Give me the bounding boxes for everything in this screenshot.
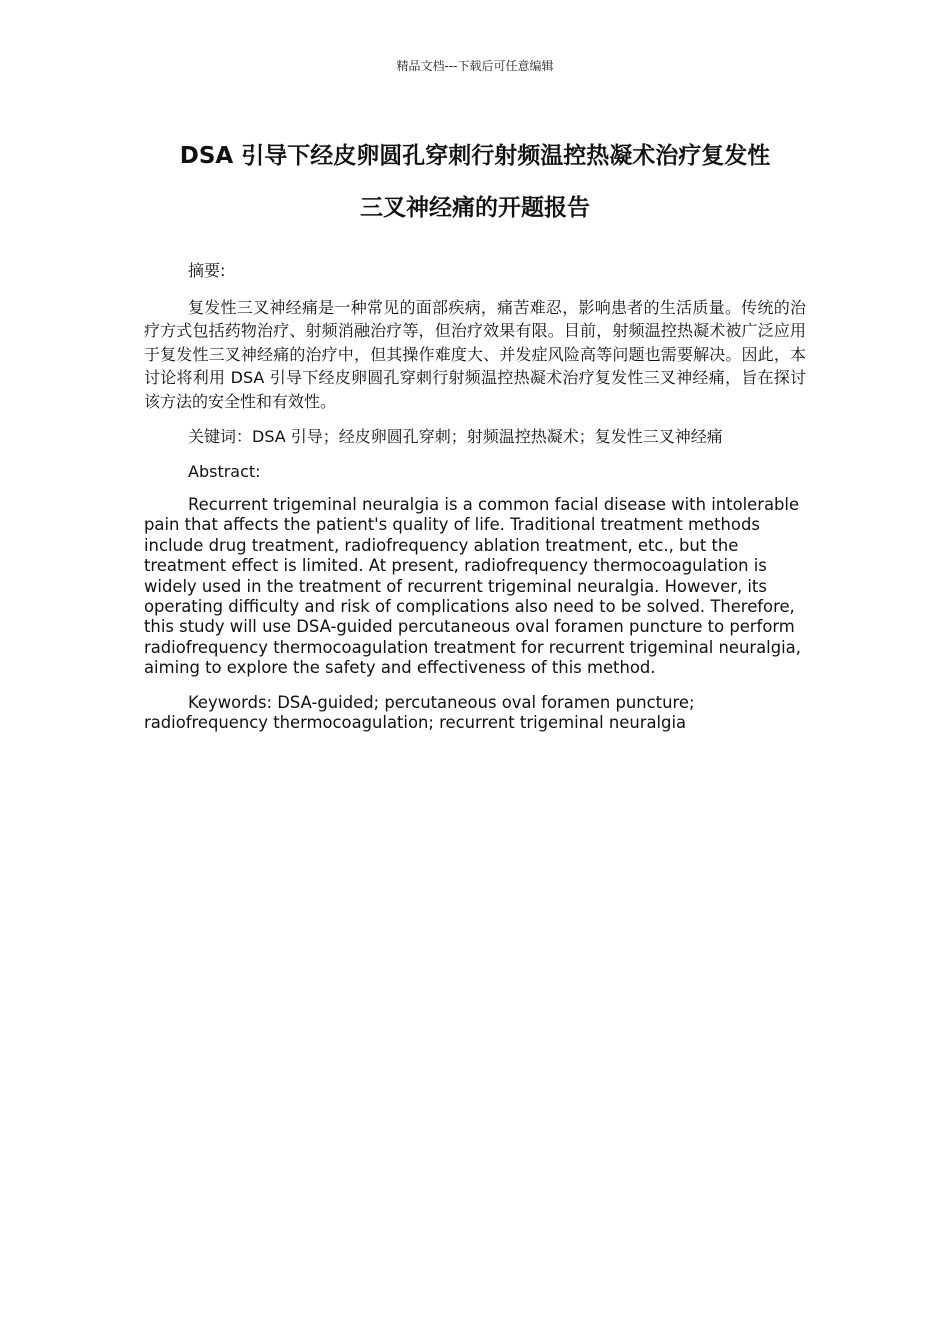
title-line-2: 三叉神经痛的开题报告: [360, 195, 590, 221]
keywords-en: Keywords: DSA-guided; percutaneous oval foramen puncture; radiofrequency thermocoagulation; recurrent trigeminal neuralgia: [144, 692, 695, 733]
title-line-1: DSA 引导下经皮卵圆孔穿刺行射频温控热凝术治疗复发性: [179, 143, 771, 169]
abstract-label-en: Abstract:: [188, 461, 261, 481]
header-note: 精品文档---下载后可任意编辑: [396, 59, 554, 73]
document-body: [144, 259, 806, 747]
keywords-cn: 关键词：DSA 引导；经皮卵圆孔穿刺；射频温控热凝术；复发性三叉神经痛: [188, 427, 723, 446]
abstract-cn: 复发性三叉神经痛是一种常见的面部疾病，痛苦难忍，影响患者的生活质量。传统的治疗方式包括药物治疗、射频消融治疗等，但治疗效果有限。目前，射频温控热凝术被广泛应用于复发性三叉神经痛的治疗中，但其操作难度大、并发症风险高等问题也需要解决。因此，本讨论将利用 DSA 引导下经皮卵圆孔穿刺行射频温控热凝术治疗复发性三叉神经痛，旨在探讨该方法的安全性和有效性。: [144, 297, 806, 411]
abstract-label-cn: 摘要:: [188, 261, 226, 280]
abstract-en: Recurrent trigeminal neuralgia is a common facial disease with intolerable pain that affects the patient's quality of life. Traditional treatment methods include drug treatment, radiofrequency ablation treatment, etc., but the treatment effect is limited. At present, radiofrequency thermocoagulation is widely used in the treatment of recurrent trigeminal neuralgia. However, its operating difficulty and risk of complications also need to be solved. Therefore, this study will use DSA-guided percutaneous oval foramen puncture to perform radiofrequency thermocoagulation treatment for recurrent trigeminal neuralgia, aiming to explore the safety and effectiveness of this method.: [144, 495, 801, 678]
